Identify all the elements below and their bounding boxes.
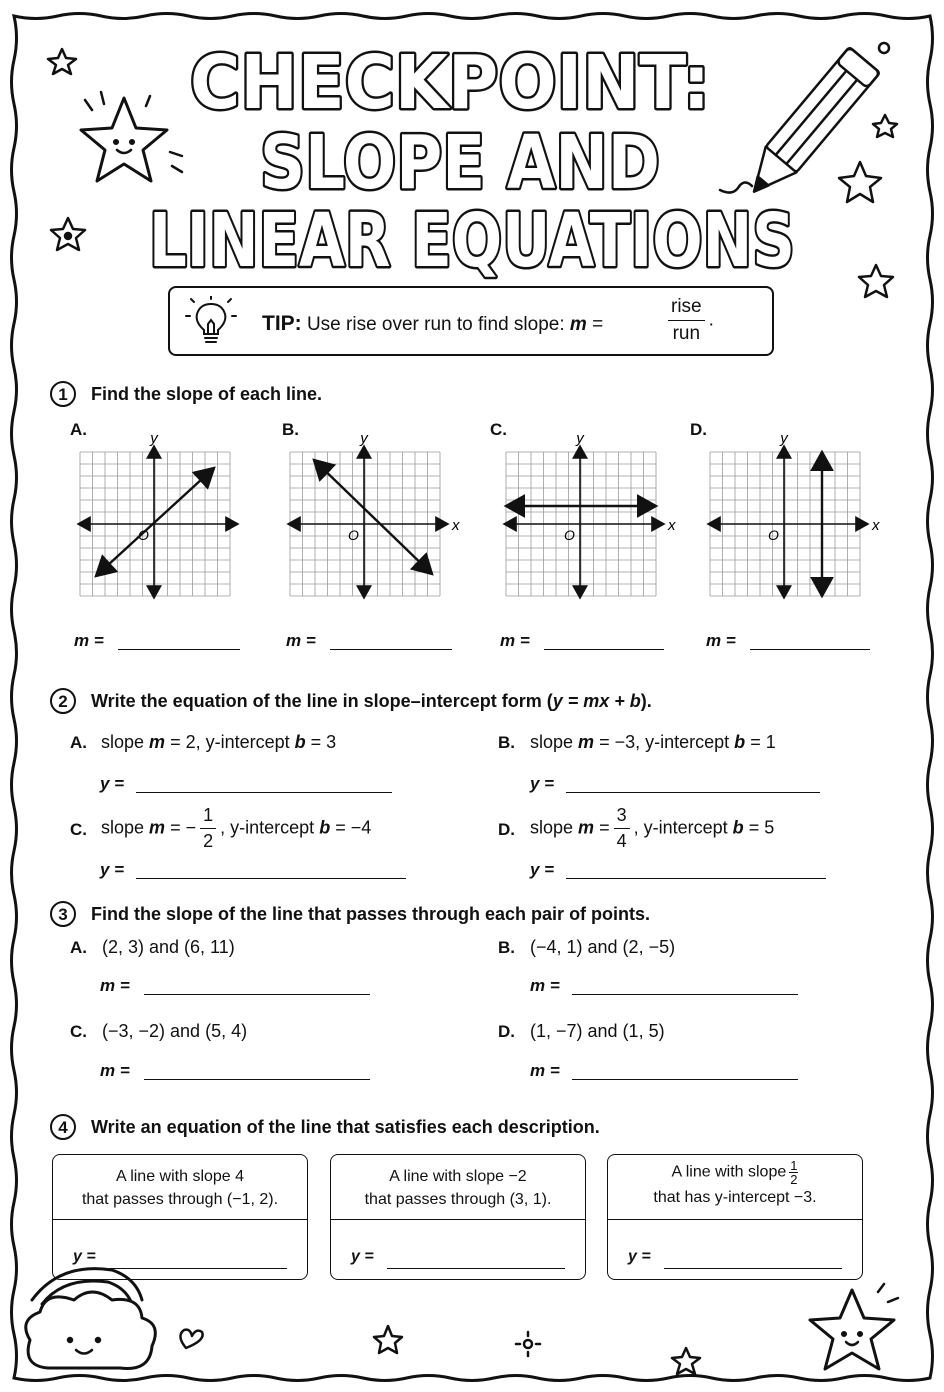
graph-d xyxy=(704,432,880,604)
origin-label: O xyxy=(564,527,575,543)
q2-b-label: B. xyxy=(498,733,515,752)
sparkle-icon xyxy=(516,1332,540,1356)
question-3-prompt: Find the slope of the line that passes through each pair of points. xyxy=(91,904,651,924)
q2-b-answer-label: y = xyxy=(530,774,555,793)
origin-label: O xyxy=(138,527,149,543)
graph-d-answer-line[interactable] xyxy=(750,649,870,650)
graph-a-answer-line[interactable] xyxy=(118,649,240,650)
graph-c-answer-line[interactable] xyxy=(544,649,664,650)
question-2-number: 2 xyxy=(50,688,76,714)
star-icon xyxy=(48,49,76,74)
y-axis-label: y xyxy=(780,432,788,447)
title-line-1: CHECKPOINT: xyxy=(190,40,710,126)
q3-a-answer-line[interactable] xyxy=(144,994,370,995)
q2-c-label: C. xyxy=(70,820,87,839)
question-1-number: 1 xyxy=(50,381,76,407)
q2-b-text: slope m = −3, y-intercept b = 1 xyxy=(530,732,776,752)
question-4-prompt: Write an equation of the line that satisfies each description. xyxy=(91,1117,600,1137)
tip-var: m xyxy=(569,314,587,335)
q4-box-c-answer-line[interactable] xyxy=(664,1268,842,1269)
q3-d-text: (1, −7) and (1, 5) xyxy=(530,1021,665,1041)
q4-box-c-text: A line with slope $\frac{1}{2}$ that has y-intercept −3. xyxy=(653,1158,817,1206)
q4-box-b-answer-line[interactable] xyxy=(387,1268,565,1269)
q2-a-label: A. xyxy=(70,733,87,752)
smiling-star-icon xyxy=(810,1284,898,1369)
q3-d-answer-label: m = xyxy=(530,1061,560,1080)
q3-b-answer-label: m = xyxy=(530,976,560,995)
graph-d-label: D. xyxy=(690,420,707,439)
smiling-star-icon xyxy=(81,92,182,181)
tip-num: rise xyxy=(668,296,705,321)
tip-text xyxy=(262,312,603,336)
q3-c-answer-line[interactable] xyxy=(144,1079,370,1080)
q4-box-a-text: A line with slope 4 that passes through (−1, 2). xyxy=(81,1168,279,1208)
graph-a-answer-label: m = xyxy=(74,631,104,650)
tip-end: . xyxy=(708,309,714,331)
heart-icon xyxy=(180,1330,202,1348)
origin-label: O xyxy=(348,527,359,543)
q2-c-text: slope m = − $\frac{1}{2}$ , y-intercept b = −4 xyxy=(101,805,372,851)
q2-b-answer-line[interactable] xyxy=(566,792,820,793)
tip-den: run xyxy=(672,323,701,344)
question-3-number: 3 xyxy=(50,901,76,927)
circle-icon xyxy=(879,43,889,53)
q2-d-answer-label: y = xyxy=(530,860,555,879)
graph-c-label: C. xyxy=(490,420,507,439)
cloud-icon xyxy=(26,1269,156,1369)
q4-box-a-answer-line[interactable] xyxy=(109,1268,287,1269)
y-axis-label: y xyxy=(576,432,584,447)
q3-a-text: (2, 3) and (6, 11) xyxy=(102,937,235,957)
q4-box-c xyxy=(607,1154,863,1280)
q3-b-answer-line[interactable] xyxy=(572,994,798,995)
q2-d-answer-line[interactable] xyxy=(566,878,826,879)
graph-a xyxy=(74,432,244,604)
graph-b-label: B. xyxy=(282,420,299,439)
q3-b-text: (−4, 1) and (2, −5) xyxy=(530,937,676,957)
q3-c-text: (−3, −2) and (5, 4) xyxy=(102,1021,248,1041)
q4-box-b-answer-label: y = xyxy=(351,1248,374,1265)
lightbulb-icon xyxy=(184,296,240,350)
graph-c xyxy=(500,432,676,604)
q3-c-answer-label: m = xyxy=(100,1061,130,1080)
q2-c-answer-label: y = xyxy=(100,860,125,879)
star-icon xyxy=(873,115,897,137)
origin-label: O xyxy=(768,527,779,543)
q4-box-a xyxy=(52,1154,308,1280)
tip-fraction xyxy=(664,296,714,345)
q3-d-answer-line[interactable] xyxy=(572,1079,798,1080)
q2-d-text: slope m = $\frac{3}{4}$ , y-intercept b = 5 xyxy=(530,805,775,851)
graph-b xyxy=(284,432,460,604)
graph-b-answer-label: m = xyxy=(286,631,316,650)
x-axis-label: x xyxy=(452,517,460,534)
q3-c-label: C. xyxy=(70,1022,87,1041)
graph-c-answer-label: m = xyxy=(500,631,530,650)
q2-d-label: D. xyxy=(498,820,515,839)
graph-d-answer-label: m = xyxy=(706,631,736,650)
x-axis-label: x xyxy=(668,517,676,534)
tip-box xyxy=(168,286,774,356)
q3-b-label: B. xyxy=(498,938,515,957)
graph-line xyxy=(314,460,432,574)
question-4-number: 4 xyxy=(50,1114,76,1140)
q2-a-answer-label: y = xyxy=(100,774,125,793)
q2-c-answer-line[interactable] xyxy=(136,878,406,879)
star-icon xyxy=(839,162,881,202)
title-line-2: SLOPE AND xyxy=(260,120,660,206)
tip-label: TIP: xyxy=(262,312,302,335)
star-icon xyxy=(859,265,893,297)
tip-sentence: Use rise over run to find slope: xyxy=(306,314,565,335)
q2-a-answer-line[interactable] xyxy=(136,792,392,793)
q4-box-a-answer-label: y = xyxy=(73,1248,96,1265)
q4-box-b xyxy=(330,1154,586,1280)
question-2-prompt: Write the equation of the line in slope–intercept form (y = mx + b). xyxy=(91,691,652,711)
q4-box-c-answer-label: y = xyxy=(628,1248,651,1265)
tip-eq: = xyxy=(592,314,604,335)
q4-box-b-text: A line with slope −2 that passes through (3, 1). xyxy=(364,1168,552,1208)
q3-a-answer-label: m = xyxy=(100,976,130,995)
star-icon xyxy=(374,1326,402,1353)
star-icon xyxy=(672,1348,700,1374)
q3-a-label: A. xyxy=(70,938,87,957)
q2-a-text: slope m = 2, y-intercept b = 3 xyxy=(101,732,337,752)
q3-d-label: D. xyxy=(498,1022,515,1041)
graph-a-label: A. xyxy=(70,420,87,439)
title-line-3: LINEAR EQUATIONS xyxy=(149,198,795,284)
y-axis-label: y xyxy=(360,432,368,447)
pencil-icon xyxy=(739,47,880,204)
x-axis-label: x xyxy=(872,517,880,534)
graph-b-answer-line[interactable] xyxy=(330,649,452,650)
y-axis-label: y xyxy=(150,432,158,447)
question-1-prompt: Find the slope of each line. xyxy=(91,384,323,404)
